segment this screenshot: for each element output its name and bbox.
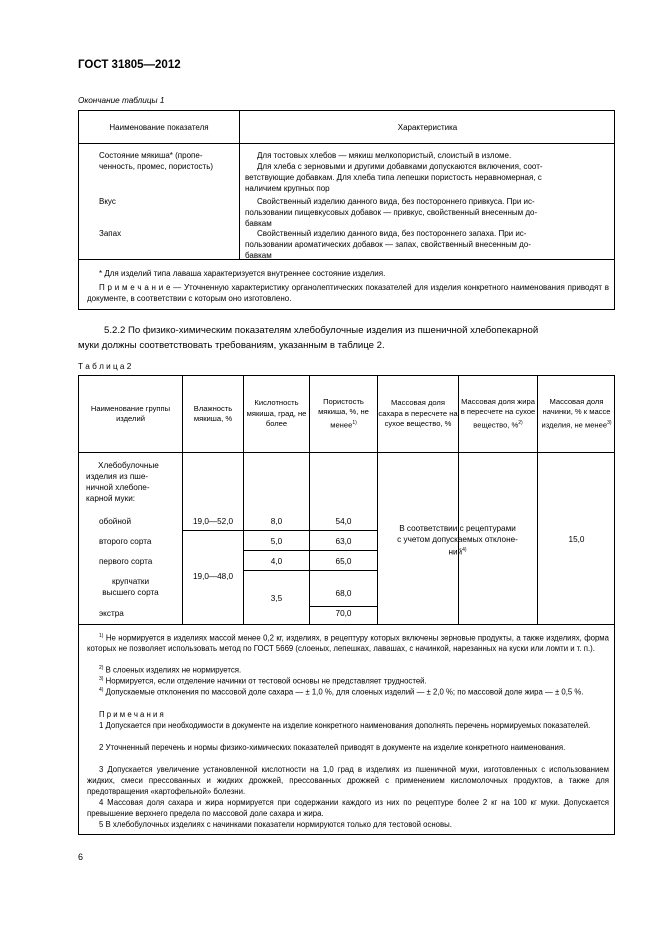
table2-note: 5 В хлебобулочных изделиях с начинками показатели нормируются только для тестовой основы. bbox=[99, 820, 452, 829]
table2-note: 1 Допускается при необходимости в документе на изделие конкретного наименования дополнять перечень нормируемых показателей. bbox=[99, 721, 591, 730]
table2-footnote: $^{3)}$ Нормируется, если отделение начинки от тестовой основы не представляет трудностей. bbox=[99, 676, 427, 686]
table2-header-fat: Массовая доля жира в пересчете на сухое вещество, %$^{2)}$ bbox=[460, 396, 536, 430]
table2-note: 3 Допускается увеличение установленной кислотности на 1,0 град в изделиях из пшеничной муки, изготовленных с использованием жидких, смеси прессованных и жидких дрожжей, прессованных дрожжей с применением кисломолочных продуктов, а также для предотвращения «картофельной» болезни. bbox=[87, 765, 609, 796]
table1-footnote: * Для изделий типа лаваша характеризуется внутреннее состояние изделия. bbox=[99, 269, 386, 278]
table2-sugar-fat-text: В соответствии с рецептурами с учетом допускаемых отклоне- ний$^{4)}$ bbox=[397, 524, 518, 557]
table2-group-title: Хлебобулочные изделия из пше- ничной хлебопе- карной муки: bbox=[86, 461, 159, 503]
table2-acidity: 3,5 bbox=[270, 594, 283, 603]
table2-footnote: $^{4)}$ Допускаемые отклонения по массовой доле сахара — ± 1,0 %, для слоеных изделий — ± 2,0 %; по массовой доле жира — ± 0,5 %. bbox=[99, 687, 584, 697]
table1-header-characteristic: Характеристика bbox=[397, 123, 458, 132]
table1-note: П р и м е ч а н и е — Уточненную характеристику органолептических показателей для изделия конкретного наименования приводят в документе, в соответствии с которым оно изготовлено. bbox=[87, 283, 609, 303]
table2-row-name: экстра bbox=[99, 609, 124, 618]
table1-row-name: Состояние мякиша* (пропе-ченность, промес, пористость) bbox=[99, 151, 214, 171]
document-title: ГОСТ 31805—2012 bbox=[78, 59, 181, 71]
table2-header-moisture: Влажность мякиша, % bbox=[193, 403, 233, 423]
table2-header-sugar: Массовая доля сахара в пересчете на сухое вещество, % bbox=[378, 398, 458, 429]
table2-filling-value: 15,0 bbox=[568, 535, 585, 544]
table2-footnote: $^{2)}$ В слоеных изделиях не нормируется. bbox=[99, 665, 242, 675]
table1-row-name: Запах bbox=[99, 229, 122, 238]
table2-moisture: 19,0—48,0 bbox=[192, 572, 234, 581]
table2-acidity: 8,0 bbox=[270, 517, 283, 526]
table2 bbox=[78, 375, 615, 835]
table2-note: 4 Массовая доля сахара и жира нормируется при содержании каждого из них по рецептуре более 2 кг на 100 кг муки. Допускается превышение верхнего предела по массовой доле сахара и жира. bbox=[87, 798, 609, 818]
table2-porosity: 70,0 bbox=[335, 609, 352, 618]
paragraph-line-2: муки должны соответствовать требованиям, указанным в таблице 2. bbox=[78, 340, 385, 351]
table1-header-name: Наименование показателя bbox=[109, 123, 209, 132]
table2-note: 2 Уточненный перечень и нормы физико-химических показателей приводят в документе на изделие конкретного наименования. bbox=[99, 743, 566, 752]
table2-row-name: первого сорта bbox=[99, 557, 153, 566]
table1-row-text: Свойственный изделию данного вида, без постороннего привкуса. При ис- пользовании пищевкусовых добавок — привкус, свойственный внесенным до- бавкам bbox=[245, 197, 538, 228]
table2-porosity: 65,0 bbox=[335, 557, 352, 566]
table2-porosity: 63,0 bbox=[335, 537, 352, 546]
table2-notes-label: П р и м е ч а н и я bbox=[99, 710, 164, 719]
table2-acidity: 4,0 bbox=[270, 557, 283, 566]
table2-footnote: $^{1)}$ Не нормируется в изделиях массой менее 0,2 кг, изделиях, в рецептуру которых включены зерновые продукты, а также изделиях, форма которых не позволяет использовать метод по ГОСТ 5669 (слоеных, лепешках, лавашах, с начинкой, нарезанных на куски или ломти и т. п.). bbox=[87, 633, 609, 654]
table1-caption: Окончание таблицы 1 bbox=[78, 96, 165, 105]
table2-row-name: крупчатки высшего сорта bbox=[102, 577, 159, 597]
table2-porosity: 68,0 bbox=[335, 589, 352, 598]
table2-header-group: Наименование группы изделий bbox=[90, 403, 171, 423]
table1 bbox=[78, 110, 615, 310]
table2-row-name: второго сорта bbox=[99, 537, 152, 546]
table2-header-filling: Массовая доля начинки, % к массе изделия, не менее$^{3)}$ bbox=[541, 396, 612, 430]
table2-acidity: 5,0 bbox=[270, 537, 283, 546]
table2-porosity: 54,0 bbox=[335, 517, 352, 526]
table2-header-acidity: Кислотность мякиша, град, не более bbox=[246, 398, 307, 429]
table2-moisture: 19,0—52,0 bbox=[192, 517, 234, 526]
table2-caption: Т а б л и ц а 2 bbox=[78, 362, 132, 371]
table1-row-text: Свойственный изделию данного вида, без постороннего запаха. При ис- пользовании ароматических добавок — запах, свойственный внесенным до- бавкам bbox=[245, 229, 531, 260]
table1-row-text: Для тостовых хлебов — мякиш мелкопористый, слоистый в изломе. Для хлеба с зерновыми и другими добавками допускаются включения, соот- ветствующие добавкам. Для хлеба типа лепешки пористость неравномерная, с наличием крупных пор bbox=[245, 151, 543, 193]
table2-row-name: обойной bbox=[99, 517, 132, 526]
table2-header-porosity: Пористость мякиша, %, не менее$^{1)}$ bbox=[318, 396, 369, 430]
paragraph-line-1: 5.2.2 По физико-химическим показателям хлебобулочные изделия из пшеничной хлебопекарной bbox=[104, 325, 539, 336]
table1-row-name: Вкус bbox=[99, 197, 116, 206]
page-number: 6 bbox=[78, 852, 84, 862]
